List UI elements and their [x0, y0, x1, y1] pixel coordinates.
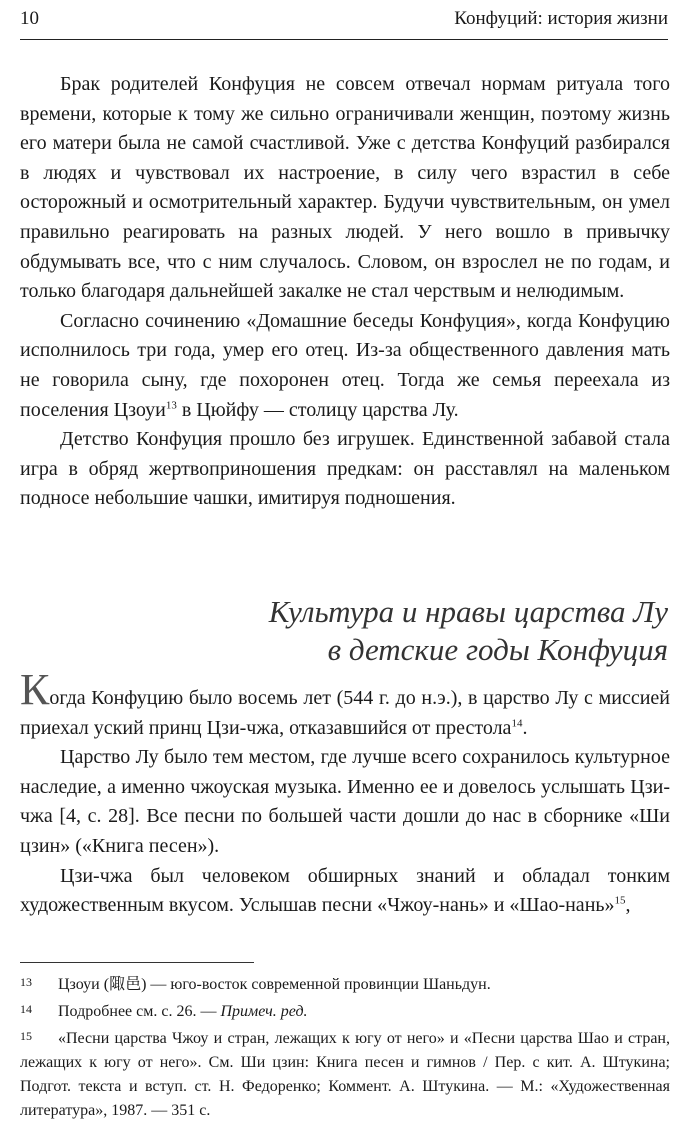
paragraph: Царство Лу было тем местом, где лучше всего сохранилось культурное наследие, а именно чжоуская музыка. Именно ее и довелось услышать Цзи-чжа [4, с. 28]. Все песни по большей части дошли до нас в сборнике «Ши цзин» («Книга песен»). — [20, 746, 670, 857]
paragraph — [20, 862, 670, 921]
header-rule — [20, 39, 668, 40]
footnote-rule — [20, 962, 254, 963]
footnote-number: 15 — [20, 1029, 32, 1043]
footnote — [20, 997, 670, 1024]
paragraph-text: Цзи-чжа был человеком обширных знаний и обладал тонким художественным вкусом. Услышав песни «Чжоу-нань» и «Шао-нань» — [20, 864, 670, 917]
heading-line: в детские годы Конфуция — [327, 632, 668, 667]
text-block-1 — [20, 70, 670, 514]
footnote-text: Цзоуи (陬邑) — юго-восток современной провинции Шаньдун. — [58, 976, 491, 993]
paragraph — [20, 307, 670, 425]
paragraph-text: огда Конфуцию было восемь лет (544 г. до н.э.), в царство Лу с миссией приехал уский принц Цзи-чжа, отказавшийся от престола — [20, 687, 670, 739]
footnote-ref[interactable]: 13 — [165, 398, 177, 411]
footnote-number: 14 — [20, 1002, 32, 1016]
paragraph-text: . — [522, 716, 528, 739]
footnote-text: «Песни царства Чжоу и стран, лежащих к югу от него» и «Песни царства Шао и стран, лежащих к югу от него». См. Ши цзин: Книга песен и гимнов / Пер. с кит. А. Штукина; Подгот. текста и вступ. ст. Н. Федоренко; Коммент. А. Штукина. — М.: «Художественная литература», 1987. — 351 с. — [20, 1030, 670, 1119]
footnote — [20, 970, 670, 997]
footnote-ref[interactable]: 15 — [614, 894, 626, 907]
footnote-text: Подробнее см. с. 26. — — [58, 1003, 221, 1020]
footnotes — [20, 970, 670, 1123]
paragraph — [20, 665, 670, 743]
footnote — [20, 1024, 670, 1123]
footnote-italic: Примеч. ред. — [220, 1003, 308, 1020]
paragraph-text: в Цюйфу — столицу царства Лу. — [176, 398, 459, 421]
paragraph: Брак родителей Конфуция не совсем отвечал нормам ритуала того времени, которые к тому же сильно ограничивали женщин, поэтому жизнь его матери была не самой счастливой. Уже с детства Конфуций разбирался в людях и чувствовал их настроение, в силу чего взрастил в себе осторожный и осмотрительный характер. Будучи чувствительным, он умел правильно реагировать на разных людей. У него вошло в привычку обдумывать все, что с ним случалось. Словом, он взрослел не по годам, и только благодаря дальнейшей закалке не стал черствым и нелюдимым. — [20, 73, 670, 303]
footnote-number: 13 — [20, 975, 32, 989]
running-header — [20, 8, 668, 36]
section-heading — [28, 593, 668, 669]
drop-cap: К — [20, 665, 50, 714]
paragraph-text: , — [625, 894, 631, 917]
heading-line: Культура и нравы царства Лу — [268, 594, 668, 629]
page-number: 10 — [20, 8, 39, 29]
running-title: Конфуций: история жизни — [454, 8, 668, 29]
paragraph: Детство Конфуция прошло без игрушек. Единственной забавой стала игра в обряд жертвоприношения предкам: он расставлял на маленьком подносе небольшие чашки, имитируя подношения. — [20, 428, 670, 510]
paragraph-text: Согласно сочинению «Домашние беседы Конфуция», когда Конфуцию исполнилось три года, умер его отец. Из-за общественного давления мать не говорила сыну, где похоронен отец. Тогда же семья переехала из поселения Цзоуи — [20, 309, 670, 421]
text-block-2 — [20, 665, 670, 921]
footnote-ref[interactable]: 14 — [511, 716, 523, 729]
